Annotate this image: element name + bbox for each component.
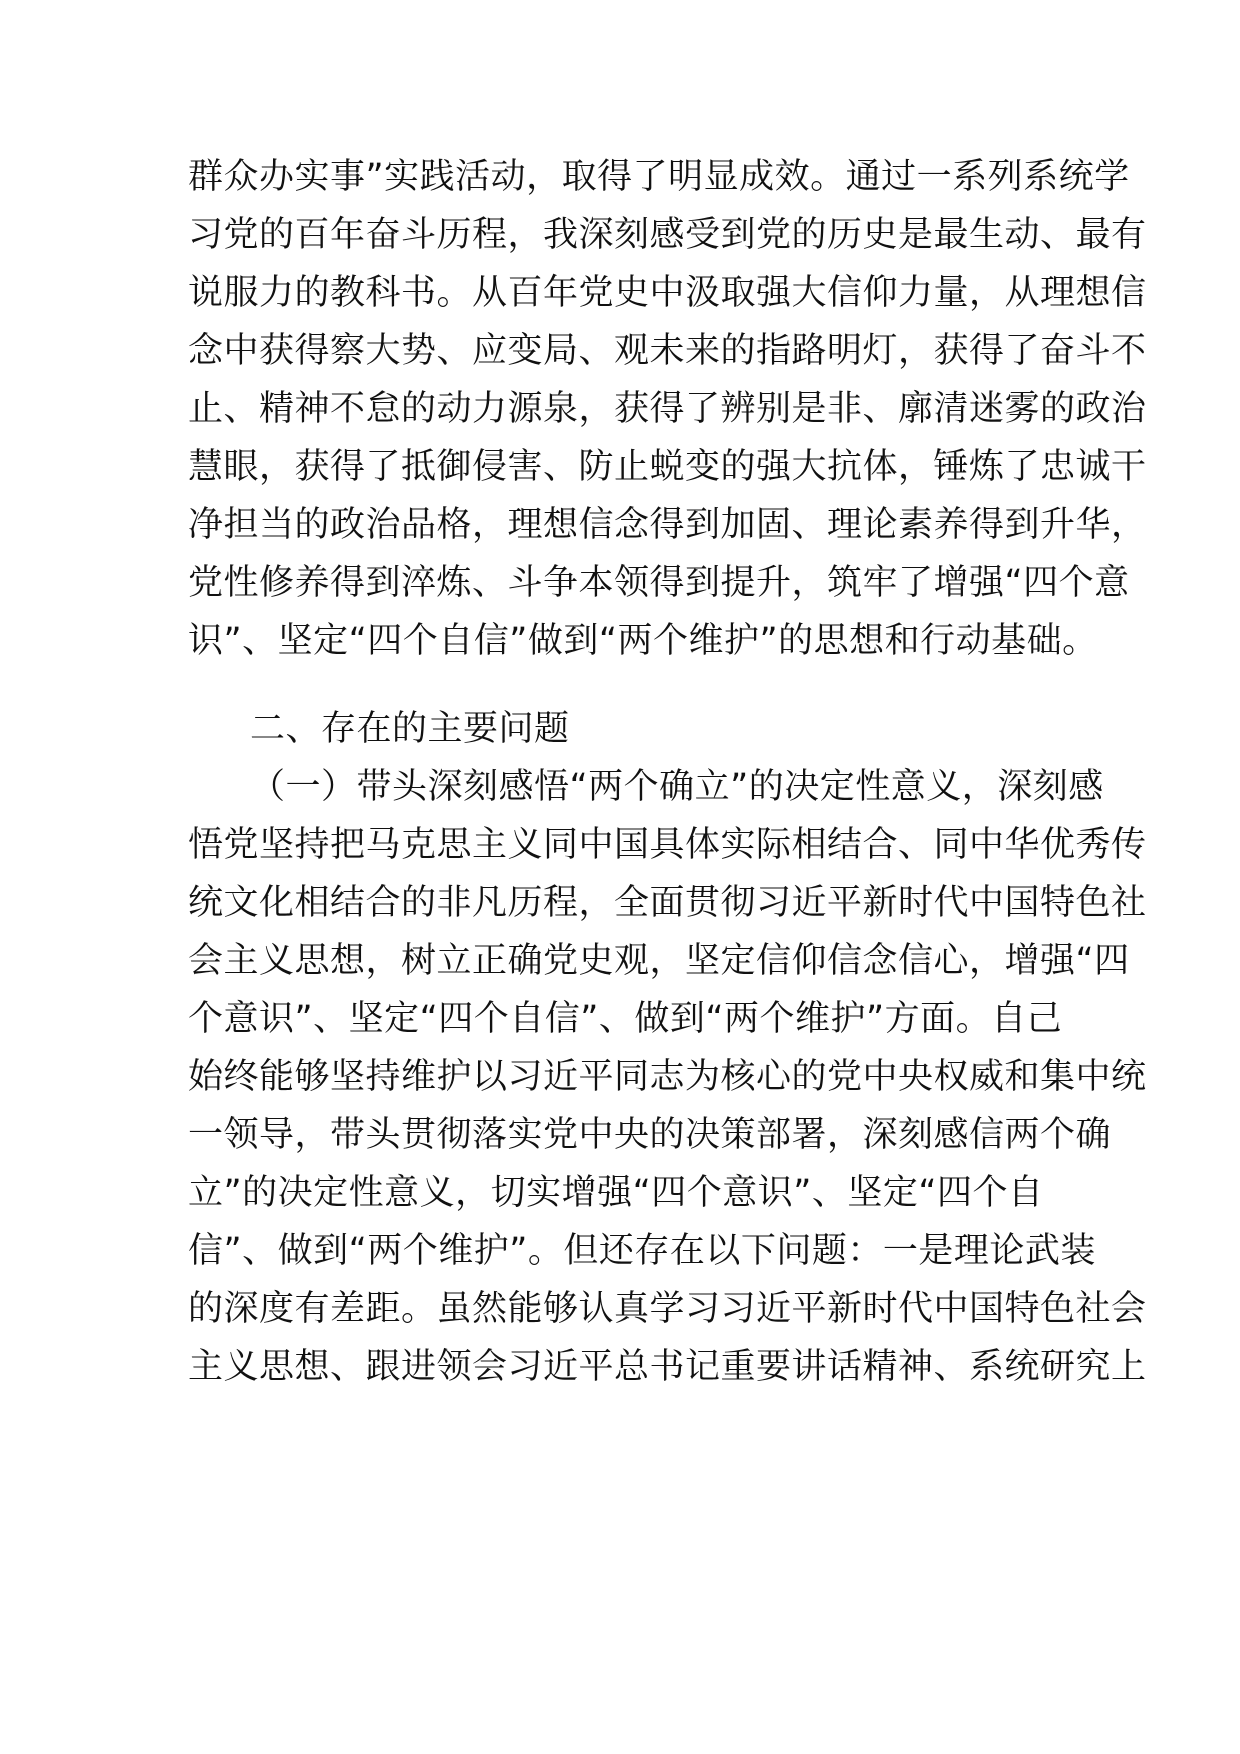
body-text-line: 会主义思想，树立正确党史观，坚定信仰信念信心，增强“四 xyxy=(188,941,1130,981)
body-text-line: 的深度有差距。虽然能够认真学习习近平新时代中国特色社会 xyxy=(188,1289,1147,1329)
body-text-line: 始终能够坚持维护以习近平同志为核心的党中央权威和集中统 xyxy=(188,1057,1147,1097)
body-text-line: 识”、坚定“四个自信”做到“两个维护”的思想和行动基础。 xyxy=(188,621,1098,661)
body-text-line: 慧眼，获得了抵御侵害、防止蜕变的强大抗体，锤炼了忠诚干 xyxy=(188,447,1147,487)
body-text-line: 习党的百年奋斗历程，我深刻感受到党的历史是最生动、最有 xyxy=(188,215,1147,255)
paragraph-first-line: （一）带头深刻感悟“两个确立”的决定性意义，深刻感 xyxy=(250,767,1104,807)
body-text-line: 统文化相结合的非凡历程，全面贯彻习近平新时代中国特色社 xyxy=(188,883,1147,923)
body-text-line: 念中获得察大势、应变局、观未来的指路明灯，获得了奋斗不 xyxy=(188,331,1147,371)
body-text-line: 主义思想、跟进领会习近平总书记重要讲话精神、系统研究上 xyxy=(188,1347,1147,1387)
body-text-line: 信”、做到“两个维护”。但还存在以下问题：一是理论武装 xyxy=(188,1231,1096,1271)
body-text-line: 悟党坚持把马克思主义同中国具体实际相结合、同中华优秀传 xyxy=(188,825,1147,865)
body-text-line: 党性修养得到淬炼、斗争本领得到提升，筑牢了增强“四个意 xyxy=(188,563,1130,603)
body-text-line: 说服力的教科书。从百年党史中汲取强大信仰力量，从理想信 xyxy=(188,273,1147,313)
body-text-line: 群众办实事”实践活动，取得了明显成效。通过一系列系统学 xyxy=(188,157,1130,197)
body-text-line: 止、精神不怠的动力源泉，获得了辨别是非、廓清迷雾的政治 xyxy=(188,389,1147,429)
section-heading: 二、存在的主要问题 xyxy=(250,709,570,749)
body-text-line: 个意识”、坚定“四个自信”、做到“两个维护”方面。自己 xyxy=(188,999,1063,1039)
body-text-line: 一领导，带头贯彻落实党中央的决策部署，深刻感信两个确 xyxy=(188,1115,1112,1155)
body-text-line: 立”的决定性意义，切实增强“四个意识”、坚定“四个自 xyxy=(188,1173,1044,1213)
body-text-line: 净担当的政治品格，理想信念得到加固、理论素养得到升华， xyxy=(188,505,1147,545)
